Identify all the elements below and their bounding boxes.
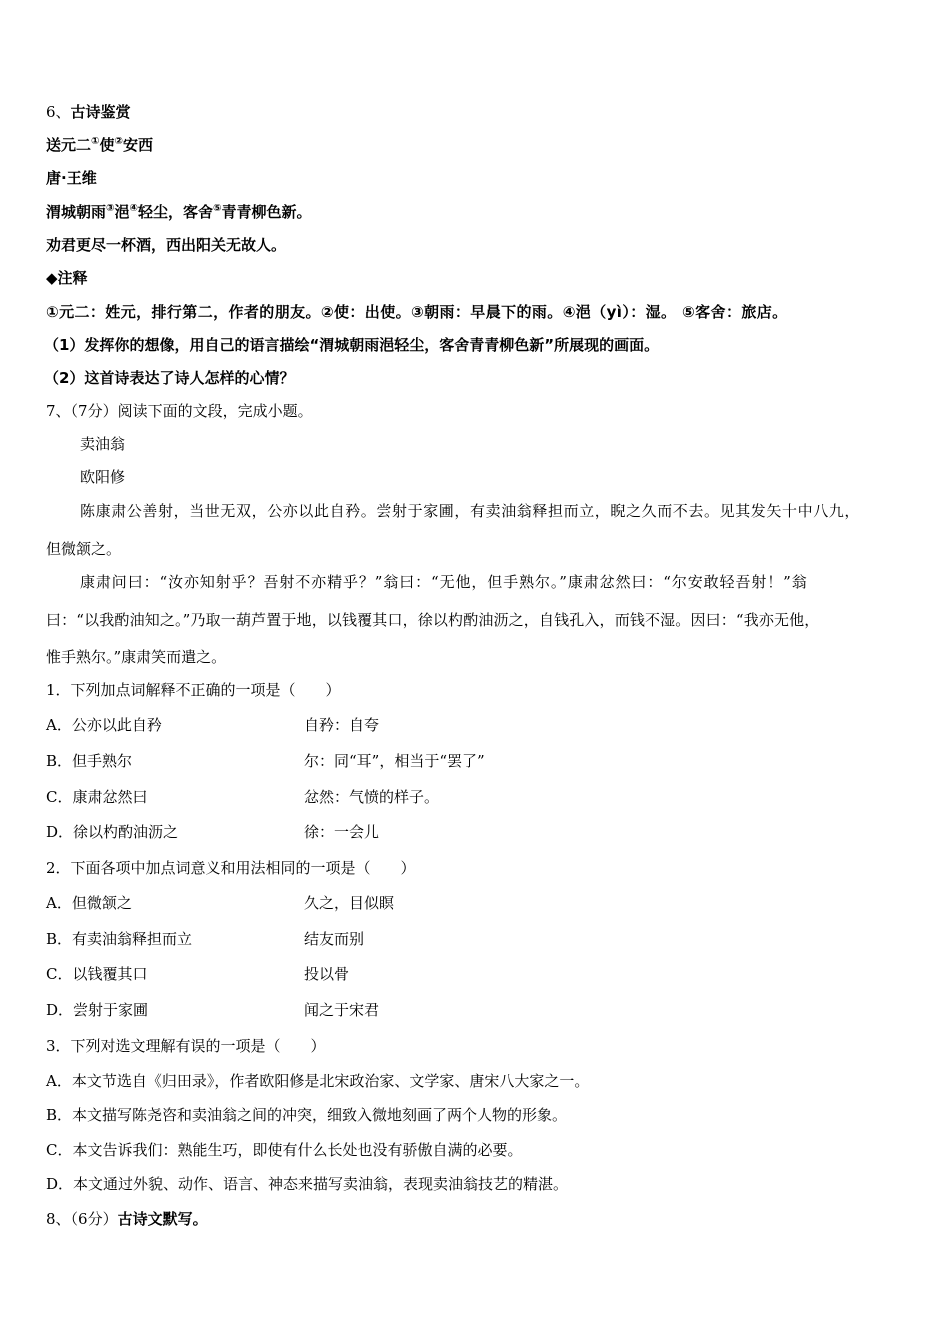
sq1-option-a[interactable]: A．公亦以此自矜 自矜：自夸 [46,716,380,734]
sq1-option-c[interactable]: C．康肃忿然曰 忿然：气愤的样子。 [46,788,440,806]
passage-paragraph-2-line-1: 康肃问曰：“汝亦知射乎？吾射不亦精乎？”翁曰：“无他，但手熟尔。”康肃忿然曰：“尔安敢轻吾射！”翁 [80,573,808,591]
notes-title: ◆注释 [46,269,88,287]
sq3-option-a[interactable]: A．本文节选自《归田录》，作者欧阳修是北宋政治家、文学家、唐宋八大家之一。 [46,1072,590,1090]
q6-subquestion-2: （2）这首诗表达了诗人怎样的心情？ [44,369,295,387]
q6-number: 6、 [46,103,71,121]
sq2-option-a[interactable]: A．但微颔之 久之，目似瞑 [46,894,395,912]
sq2-option-b[interactable]: B．有卖油翁释担而立 结友而别 [46,930,365,948]
sq2-option-c[interactable]: C．以钱覆其口 投以骨 [46,965,350,983]
poem-line-1: 渭城朝雨③浥④轻尘，客舍⑤青青柳色新。 [46,203,312,221]
q8-heading [46,1209,208,1229]
poem-author: 唐·王维 [46,169,97,187]
notes-text: ①元二：姓元，排行第二，作者的朋友。②使：出使。③朝雨：早晨下的雨。④浥（yì）：湿。 ⑤客舍：旅店。 [46,303,788,321]
sq3-stem: 3．下列对选文理解有误的一项是（ ） [46,1037,326,1055]
passage-paragraph-2-line-2: 曰：“以我酌油知之。”乃取一葫芦置于地，以钱覆其口，徐以杓酌油沥之，自钱孔入，而钱不湿。因曰：“我亦无他， [46,611,820,629]
q6-subquestion-1: （1）发挥你的想像，用自己的语言描绘“渭城朝雨浥轻尘，客舍青青柳色新”所展现的画面。 [44,336,660,354]
passage-paragraph-2-line-3: 惟手熟尔。”康肃笑而遣之。 [46,648,227,666]
sq1-option-b[interactable]: B．但手熟尔 尔：同“耳”，相当于“罢了” [46,752,485,770]
poem-title: 送元二①使②安西 [46,136,153,154]
q6-title: 古诗鉴赏 [70,103,131,121]
sq3-option-c[interactable]: C．本文告诉我们：熟能生巧，即使有什么长处也没有骄傲自满的必要。 [46,1141,523,1159]
passage-paragraph-1-line-1: 陈康肃公善射，当世无双，公亦以此自矜。尝射于家圃，有卖油翁释担而立，睨之久而不去。见其发矢十中八九， [80,502,861,520]
sq2-stem: 2．下面各项中加点词意义和用法相同的一项是（ ） [46,859,416,877]
sq1-stem: 1．下列加点词解释不正确的一项是（ ） [46,681,341,699]
poem-line-2: 劝君更尽一杯酒，西出阳关无故人。 [46,236,287,254]
passage-paragraph-1-line-2: 但微颔之。 [46,540,122,558]
passage-author: 欧阳修 [80,468,126,486]
sq3-option-b[interactable]: B．本文描写陈尧咨和卖油翁之间的冲突，细致入微地刻画了两个人物的形象。 [46,1106,568,1124]
q8-title: 古诗文默写。 [117,1210,208,1228]
q7-intro: 7、（7分）阅读下面的文段，完成小题。 [46,402,313,420]
sq1-option-d[interactable]: D．徐以杓酌油沥之 徐：一会儿 [46,823,380,841]
sq3-option-d[interactable]: D．本文通过外貌、动作、语言、神态来描写卖油翁，表现卖油翁技艺的精湛。 [46,1175,569,1193]
sq2-option-d[interactable]: D．尝射于家圃 闻之于宋君 [46,1001,380,1019]
passage-title: 卖油翁 [80,435,126,453]
q8-number: 8、（6分） [46,1210,118,1228]
q6-heading [46,102,131,122]
